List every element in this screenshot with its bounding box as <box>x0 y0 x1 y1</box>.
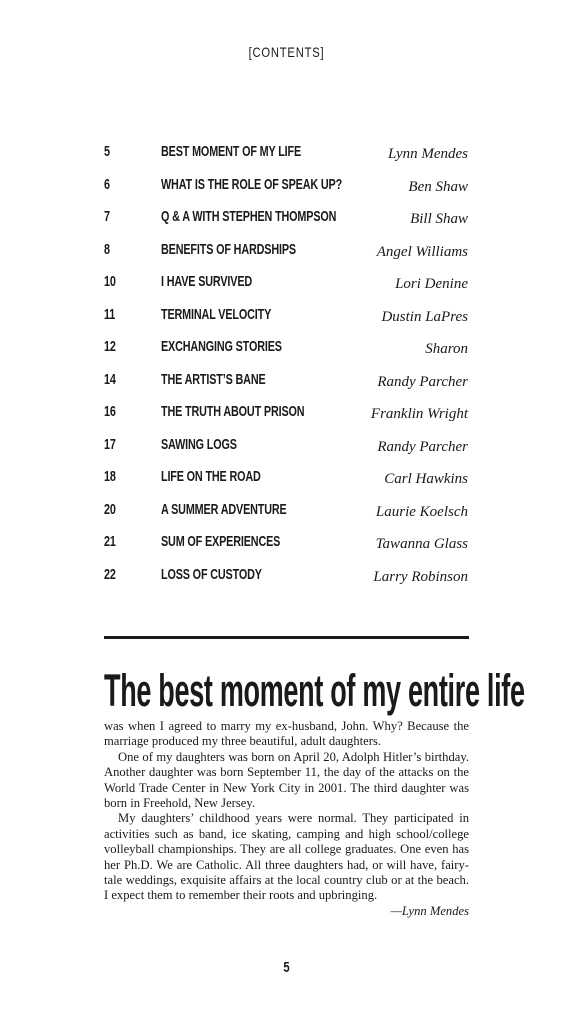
toc-page-number: 17 <box>104 435 116 453</box>
toc-author: Randy Parcher <box>377 373 468 390</box>
toc-title: Q & A WITH STEPHEN THOMPSON <box>161 208 337 225</box>
toc-title: SUM OF EXPERIENCES <box>161 533 281 550</box>
toc-page-number: 21 <box>104 533 116 550</box>
toc-entry[interactable] <box>104 208 470 241</box>
toc-title: WHAT IS THE ROLE OF SPEAK UP? <box>161 175 343 193</box>
contents-header: [CONTENTS] <box>248 44 325 60</box>
toc-entry[interactable] <box>104 468 470 501</box>
toc-author: Randy Parcher <box>377 438 468 455</box>
article-headline: The best moment of my entire life <box>104 665 525 716</box>
toc-entry[interactable] <box>104 501 470 534</box>
toc-page-number: 12 <box>104 338 116 355</box>
toc-title: LIFE ON THE ROAD <box>161 468 261 485</box>
toc-title: SAWING LOGS <box>161 435 237 453</box>
toc-entry[interactable] <box>104 273 470 306</box>
article-paragraph: was when I agreed to marry my ex-husband, John. Why? Because the marriage produced my three beautiful, adult daughters. <box>104 719 469 749</box>
table-of-contents <box>104 143 470 598</box>
toc-author: Angel Williams <box>376 243 468 260</box>
toc-title: THE ARTIST’S BANE <box>161 370 266 388</box>
toc-entry[interactable] <box>104 403 470 436</box>
toc-entry[interactable] <box>104 566 470 599</box>
toc-page-number: 22 <box>104 565 116 583</box>
article-signature: —Lynn Mendes <box>390 903 469 918</box>
toc-entry[interactable] <box>104 306 470 339</box>
article-paragraph: One of my daughters was born on April 20, Adolph Hitler’s birthday. Another daughter was born September 11, the day of the attacks on the World Trade Center in New York City in 2001. The third daughter was born in Freehold, New Jersey. <box>104 749 469 811</box>
toc-entry[interactable] <box>104 143 470 176</box>
toc-page-number: 20 <box>104 500 116 518</box>
toc-page-number: 5 <box>104 143 110 160</box>
toc-title: I HAVE SURVIVED <box>161 273 253 290</box>
toc-title: EXCHANGING STORIES <box>161 338 282 355</box>
toc-entry[interactable] <box>104 241 470 274</box>
toc-page-number: 16 <box>104 403 116 420</box>
toc-author: Carl Hawkins <box>384 471 468 487</box>
article-body <box>104 719 469 919</box>
toc-page-number: 11 <box>104 305 116 323</box>
page-number: 5 <box>283 959 290 976</box>
toc-page-number: 8 <box>104 240 110 258</box>
section-divider <box>104 636 469 639</box>
toc-page-number: 7 <box>104 208 110 225</box>
toc-author: Bill Shaw <box>410 211 468 227</box>
toc-entry[interactable] <box>104 436 470 469</box>
toc-title: A SUMMER ADVENTURE <box>161 500 287 518</box>
toc-author: Larry Robinson <box>373 568 468 585</box>
toc-page-number: 18 <box>104 468 116 485</box>
toc-author: Lynn Mendes <box>388 146 468 162</box>
toc-author: Franklin Wright <box>370 406 468 422</box>
toc-title: TERMINAL VELOCITY <box>161 305 272 323</box>
toc-title: THE TRUTH ABOUT PRISON <box>161 403 305 420</box>
toc-author: Sharon <box>425 341 468 357</box>
toc-entry[interactable] <box>104 371 470 404</box>
toc-author: Laurie Koelsch <box>375 503 468 520</box>
toc-author: Tawanna Glass <box>375 536 468 552</box>
toc-page-number: 6 <box>104 175 110 193</box>
toc-author: Dustin LaPres <box>381 308 468 325</box>
toc-entry[interactable] <box>104 533 470 566</box>
toc-title: LOSS OF CUSTODY <box>161 565 262 583</box>
toc-author: Ben Shaw <box>408 178 468 195</box>
toc-page-number: 10 <box>104 273 116 290</box>
toc-title: BEST MOMENT OF MY LIFE <box>161 143 302 160</box>
toc-title: BENEFITS OF HARDSHIPS <box>161 240 296 258</box>
toc-entry[interactable] <box>104 176 470 209</box>
toc-author: Lori Denine <box>395 276 468 292</box>
article-paragraph: My daughters’ childhood years were normal. They participated in activities such as band, ice skating, camping and high school/college volleyball championships. They are all college graduates. One even has her Ph.D. We are Catholic. All three daughters had, or will have, fairy-tale weddings, exquisite affairs at the local country club or at the beach. I expect them to remember their roots and upbringing. <box>104 811 469 903</box>
toc-page-number: 14 <box>104 370 116 388</box>
toc-entry[interactable] <box>104 338 470 371</box>
